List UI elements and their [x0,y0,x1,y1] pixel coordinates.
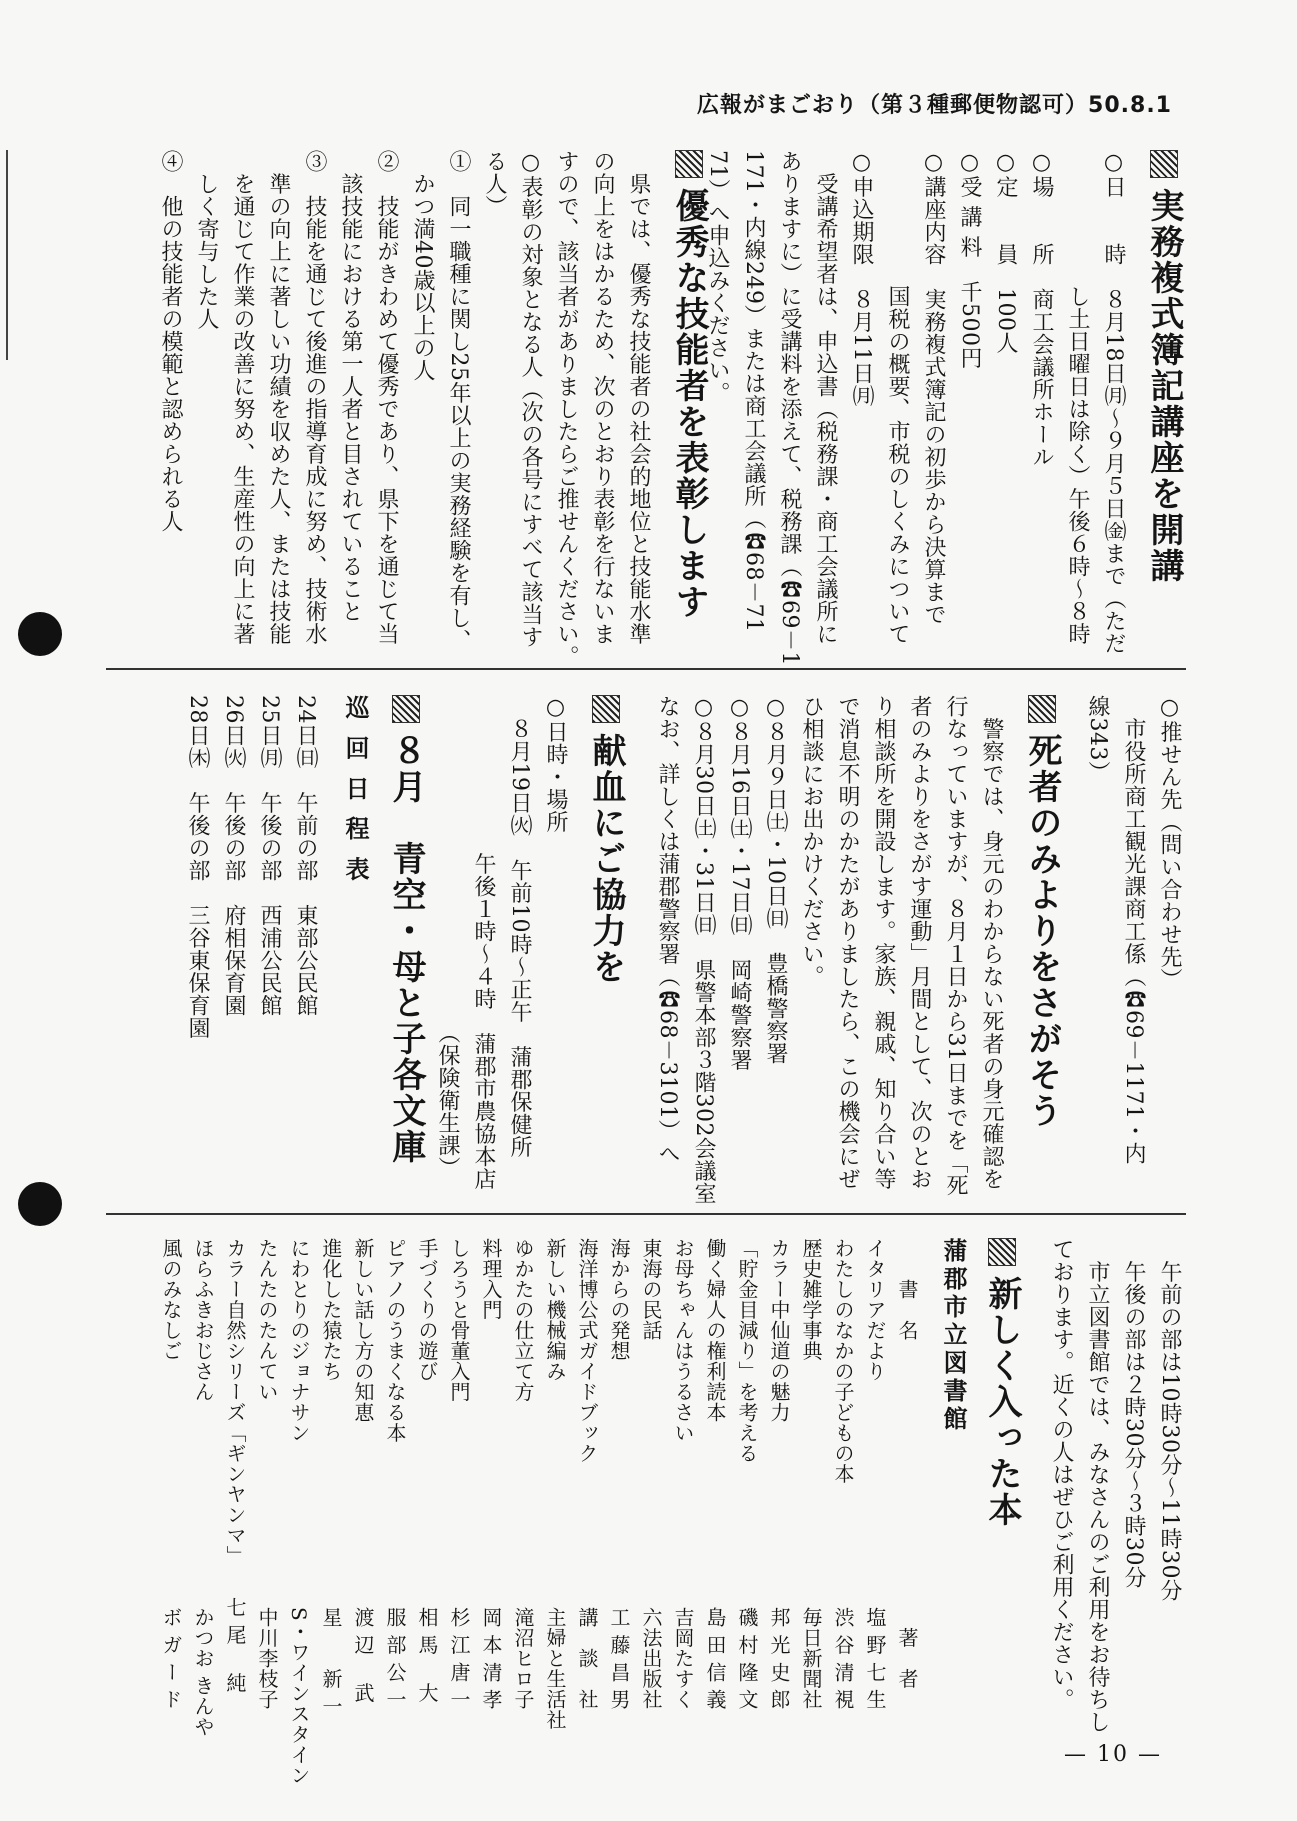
heading-marker-icon [1028,695,1056,723]
text-line: ○場 所 商工会議所ホール [1029,150,1054,468]
text-line: 午後１時～４時 蒲郡市農協本店 [471,695,496,1190]
text-line: ③ 技能を通じて後進の指導育成に努め、技術水 [302,150,327,645]
suisen-section [1072,695,1187,1195]
heading-marker-icon [392,695,420,723]
text-line: り相談所を開設します。家族、親戚、知り合い等 [871,695,896,1190]
book-row: カラー中仙道の魅力 邦 光 史 郎 [767,1238,791,1710]
book-row: 東海の民話 六法出版社 [639,1238,663,1710]
binding-line [6,150,8,360]
book-row: ほらふきおじさん かつお きんや [191,1238,215,1737]
kenketsu-section [435,695,629,1195]
heading-marker-icon [675,150,703,178]
text-line: る人） [482,150,507,218]
text-line: 171・内線249）または商工会議所（☎68－71 [741,150,766,633]
book-row: 歴史雑学事典 毎日新聞社 [799,1238,823,1710]
text-line: ○日時・場所 [543,695,568,833]
book-row: 料理入門 岡 本 清 孝 [479,1238,503,1710]
text-line: ○推せん先（問い合わせ先） [1157,695,1182,991]
book-row: 働く婦人の権利読本 島 田 信 義 [703,1238,727,1710]
book-row: ゆかたの仕立て方 滝沼ヒロ子 [511,1238,535,1710]
text-line: （保険衛生課） [435,695,460,1179]
book-row: 「貯金目減り」を考える 磯 村 隆 文 [735,1238,759,1710]
text-line: ④ 他の技能者の模範と認められる人 [158,150,183,533]
book-list-header: 書 名 著 者 [895,1238,919,1689]
book-row: たんたのたんてい 中川李枝子 [255,1238,279,1710]
hon-section [105,1238,1025,1786]
page-header: 広報がまごおり（第３種郵便物認可）50.8.1 [697,93,1172,118]
text-line: ○８月30日㈯・31日㈰ 県警本部３階302会議室 [691,695,716,1205]
text-line: 準の向上に著しい功績を収めた人、または技能 [266,150,291,645]
hon-heading: 新しく入った本 [979,1238,1025,1758]
heading-marker-icon [1150,150,1178,178]
punch-hole-top [18,612,62,656]
book-row: カラー自然シリーズ「ギンヤンマ」 七 尾 純 [223,1238,247,1693]
text-line: すので、該当者がありましたらご推せんください。 [554,150,579,668]
page-number: — 10 — [1064,1742,1162,1767]
shisha-heading: 死者のみよりをさがそう [1019,695,1065,1195]
text-line: 者のみよりをさがす運動」月間として、次のとお [907,695,932,1190]
text-line: 行なっていますが、８月１日から31日までを「死 [943,695,968,1197]
text-line: ております。近くの人はぜひご利用ください。 [1049,1238,1074,1711]
book-row: イタリアだより 塩 野 七 生 [863,1238,887,1710]
text-line: 午後の部は２時30分～３時30分 [1121,1238,1146,1589]
book-row: 風のみなしご ボ ガ ー ド [159,1238,183,1710]
bunko-subtitle: 巡 回 日 程 表 [341,695,369,885]
text-line: ② 技能がきわめて優秀であり、県下を通じて当 [374,150,399,645]
hon-subtitle: 蒲郡市立図書館 [939,1238,967,1434]
text-line: の向上をはかるため、次のとおり表彰を行ないま [590,150,615,645]
text-line: 該技能における第一人者と目されていること [338,150,363,623]
bunko-section [179,695,429,1195]
section-rule-top [106,668,1186,670]
book-row: 海からの発想 工 藤 昌 男 [607,1238,631,1710]
text-line: ① 同一職種に関し25年以上の実務経験を有し、 [446,150,471,652]
text-line: ありますに）に受講料を添えて、税務課（☎69－1 [777,150,802,666]
schedule-row: 28日㈭ 午後の部 三谷東保育園 [185,695,210,1039]
text-line: ひ相談にお出かけください。 [799,695,824,988]
book-row: しろうと骨董入門 杉 江 唐 一 [447,1238,471,1710]
book-row: ピアノのうまくなる本 服 部 公 一 [383,1238,407,1710]
text-line: しく寄与した人 [194,150,219,330]
ginou-heading: 優秀な技能者を表彰します [666,150,712,655]
book-row: わたしのなかの子どもの本 渋 谷 清 視 [831,1238,855,1710]
boki-section [705,150,1187,666]
text-line: 県では、優秀な技能者の社会的地位と技能水準 [626,150,651,645]
book-row: お母ちゃんはうるさい 吉岡たすく [671,1238,695,1710]
kenketsu-heading: 献血にご協力を [583,695,629,1195]
text-line: かつ満40歳以上の人 [410,150,435,382]
text-line: 警察では、身元のわからない死者の身元確認を [979,695,1004,1190]
book-row: 手づくりの遊び 相 馬 大 [415,1238,439,1703]
book-row: 新しい話し方の知恵 渡 辺 武 [351,1238,375,1703]
text-line: 71）へ申込みください。 [705,150,730,404]
ginou-section [158,150,712,668]
heading-marker-icon [592,695,620,723]
text-line: 受講希望者は、申込書（税務課・商工会議所に [813,150,838,645]
text-line: ○定 員 100人 [993,150,1018,354]
shisha-section [635,695,1065,1205]
text-line: 国税の概要、市税のしくみについて [885,150,910,645]
schedule-row: 24日㈰ 午前の部 東部公民館 [293,695,318,1017]
text-line: ○講座内容 実務複式簿記の初歩から決算まで [921,150,946,626]
book-row: 海洋博公式ガイドブック 講 談 社 [575,1238,599,1710]
text-line: ８月19日㈫ 午前10時～正午 蒲郡保健所 [507,695,532,1158]
text-line: なお、詳しくは蒲郡警察署（☎68－3101）へ [655,695,680,1165]
text-line: し土日曜日は除く）午後６時～８時 [1065,150,1090,645]
text-line: ○受 講 料 千500円 [957,150,982,369]
text-line: 午前の部は10時30分～11時30分 [1157,1238,1182,1602]
text-line: 市役所商工観光課商工係（☎69－1171・内 [1121,695,1146,1165]
text-line: を通じて作業の改善に努め、生産性の向上に著 [230,150,255,645]
text-line: 線343） [1085,695,1110,784]
schedule-row: 25日㈪ 午後の部 西浦公民館 [257,695,282,1017]
text-line: ○８月16日㈯・17日㈰ 岡崎警察署 [727,695,752,1071]
text-line: ○表彰の対象となる人（次の各号にすべて該当す [518,150,543,648]
bunko-notes [1032,1238,1187,1758]
section-rule-bottom [106,1213,1186,1215]
bunko-heading: ８月 青空・母と子各文庫 [383,695,429,1195]
book-row: 新しい機械編み 主婦と生活社 [543,1238,567,1730]
text-line: 市立図書館では、みなさんのご利用をお待ちし [1085,1238,1110,1733]
text-line: ○８月９日㈯・10日㈰ 豊橋警察署 [763,695,788,1065]
heading-marker-icon [988,1238,1016,1266]
schedule-row: 26日㈫ 午後の部 府相保育園 [221,695,246,1017]
book-row: 進化した猿たち 星 新 一 [319,1238,343,1717]
punch-hole-bottom [18,1182,62,1226]
book-row: にわとりのジョナサン S・ワインスタイン [287,1238,311,1786]
text-line: ○日 時 ８月18日㈪～９月５日㈮まで（ただ [1101,150,1126,655]
text-line: ○申込期限 ８月11日㈪ [849,150,874,407]
text-line: で消息不明のかたがありましたら、この機会にぜ [835,695,860,1190]
boki-heading: 実務複式簿記講座を開講 [1141,150,1187,655]
